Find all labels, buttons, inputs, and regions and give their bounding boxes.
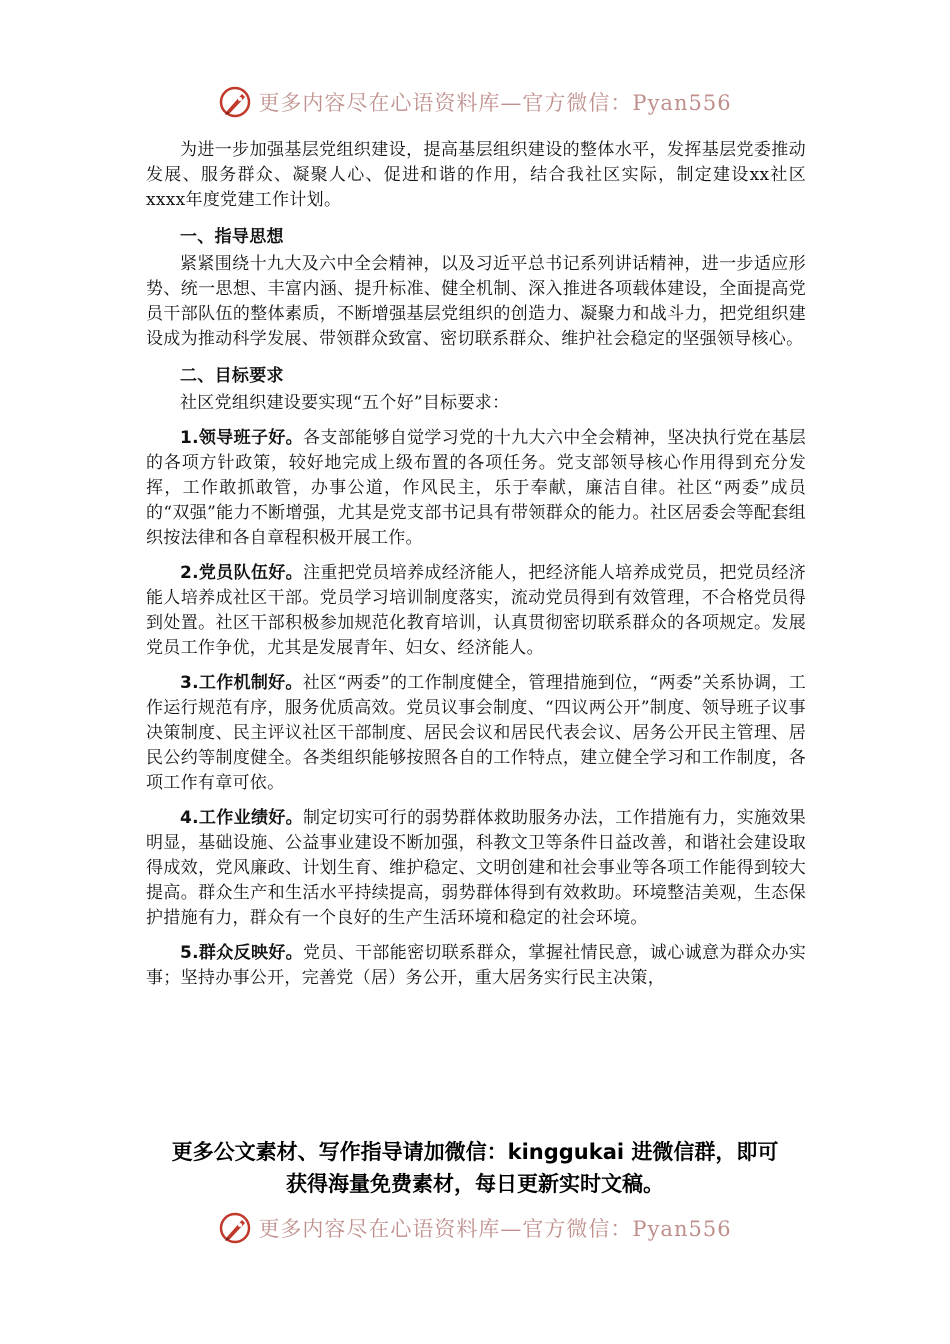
document-body: [146, 138, 806, 991]
intro-paragraph: 为进一步加强基层党组织建设，提高基层组织建设的整体水平，发挥基层党委推动发展、服务群众、凝聚人心、促进和谐的作用，结合我社区实际，制定建设xx社区xxxx年度党建工作计划。: [146, 140, 806, 210]
goal-item-body: 注重把党员培养成经济能人，把经济能人培养成党员，把党员经济能人培养成社区干部。党员学习培训制度落实，流动党员得到有效管理，不合格党员得到处置。社区干部积极参加规范化教育培训，认真贯彻密切联系群众的各项规定。发展党员工作争优，尤其是发展青年、妇女、经济能人。: [146, 563, 807, 658]
footer-banner-text: 更多内容尽在心语资料库—官方微信：Pyan556: [258, 1217, 732, 1241]
goal-item-title: 4.工作业绩好。: [180, 808, 304, 828]
goal-item-title: 5.群众反映好。: [180, 943, 304, 963]
section-heading-guiding-thought: 一、指导思想: [180, 227, 284, 247]
guiding-thought-paragraph: 紧紧围绕十九大及六中全会精神，以及习近平总书记系列讲话精神，进一步适应形势、统一思想、丰富内涵、提升标准、健全机制、深入推进各项载体建设，全面提高党员干部队伍的整体素质，不断增强基层党组织的创造力、凝聚力和战斗力，把党组织建设成为推动科学发展、带领群众致富、密切联系群众、维护社会稳定的坚强领导核心。: [146, 254, 806, 349]
goal-item-body: 制定切实可行的弱势群体救助服务办法，工作措施有力，实施效果明显，基础设施、公益事业建设不断加强，科教文卫等条件日益改善，和谐社会建设取得成效，党风廉政、计划生育、维护稳定、文明创建和社会事业等各项工作能得到较大提高。群众生产和生活水平持续提高，弱势群体得到有效救助。环境整洁美观，生态保护措施有力，群众有一个良好的生产生活环境和稳定的社会环境。: [146, 808, 807, 928]
promo-line-2: 获得海量免费素材，每日更新实时文稿。: [286, 1172, 664, 1196]
goals-intro-paragraph: 社区党组织建设要实现“五个好”目标要求：: [180, 393, 510, 413]
goal-item-title: 2.党员队伍好。: [180, 563, 304, 583]
promo-line-1: 更多公文素材、写作指导请加微信：kinggukai 进微信群，即可: [171, 1140, 779, 1164]
goal-item-performance: [146, 806, 806, 931]
header-banner: [0, 82, 950, 122]
pen-logo-icon: [218, 85, 252, 119]
header-banner-text: 更多内容尽在心语资料库—官方微信：Pyan556: [258, 91, 732, 115]
footer-banner: [0, 1208, 950, 1248]
goal-item-body: 党员、干部能密切联系群众，掌握社情民意，诚心诚意为群众办实事；坚持办事公开，完善党（居）务公开，重大居务实行民主决策，: [146, 943, 807, 988]
footer-banner-inner: [218, 1211, 731, 1245]
goal-item-leadership: [146, 426, 806, 551]
pen-logo-icon: [218, 1211, 252, 1245]
goal-item-work-mechanism: [146, 671, 806, 796]
goal-item-party-members: [146, 561, 806, 661]
goal-item-body: 各支部能够自觉学习党的十九大六中全会精神，坚决执行党在基层的各项方针政策，较好地完成上级布置的各项任务。党支部领导核心作用得到充分发挥，工作敢抓敢管，办事公道，作风民主，乐于奉献，廉洁自律。社区“两委”成员的“双强”能力不断增强，尤其是党支部书记具有带领群众的能力。社区居委会等配套组织按法律和各自章程积极开展工作。: [146, 428, 807, 548]
goal-item-title: 1.领导班子好。: [180, 428, 304, 448]
goal-item-public-feedback: [146, 941, 806, 991]
header-banner-inner: [218, 85, 731, 119]
goal-item-body: 社区“两委”的工作制度健全，管理措施到位，“两委”关系协调，工作运行规范有序，服务优质高效。党员议事会制度、“四议两公开”制度、领导班子议事决策制度、民主评议社区干部制度、居民会议和居民代表会议、居务公开民主管理、居民公约等制度健全。各类组织能够按照各自的工作特点，建立健全学习和工作制度，各项工作有章可依。: [146, 673, 806, 793]
promo-notice: [0, 1136, 950, 1200]
goal-item-title: 3.工作机制好。: [180, 673, 303, 693]
section-heading-goals: 二、目标要求: [180, 366, 284, 386]
